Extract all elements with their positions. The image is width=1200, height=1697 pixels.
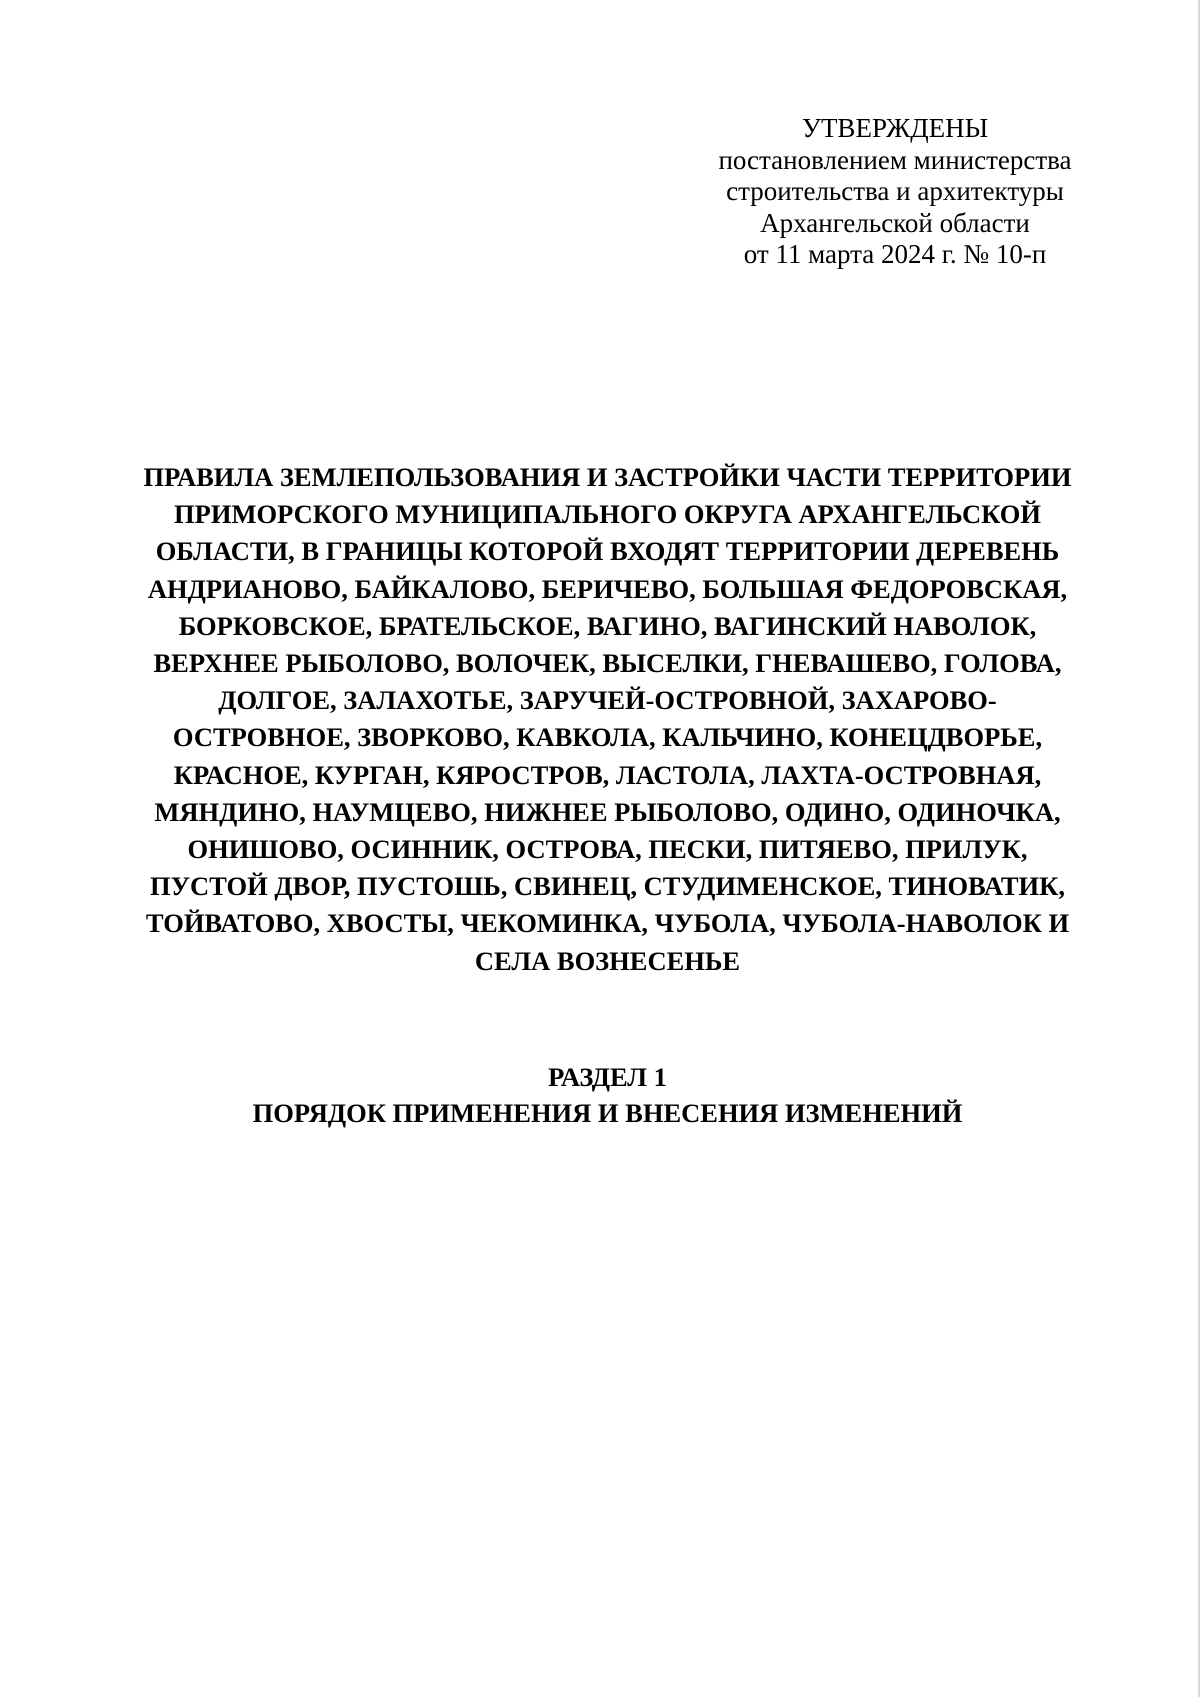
title-line: ОБЛАСТИ, В ГРАНИЦЫ КОТОРОЙ ВХОДЯТ ТЕРРИТОРИИ ДЕРЕВЕНЬ [155, 536, 1060, 567]
section-heading [100, 1059, 1115, 1131]
title-line: ПРИМОРСКОГО МУНИЦИПАЛЬНОГО ОКРУГА АРХАНГЕЛЬСКОЙ [174, 499, 1041, 530]
title-line: ТОЙВАТОВО, ХВОСТЫ, ЧЕКОМИНКА, ЧУБОЛА, ЧУБОЛА-НАВОЛОК И [145, 908, 1070, 939]
title-line: ОСТРОВНОЕ, ЗВОРКОВО, КАВКОЛА, КАЛЬЧИНО, КОНЕЦДВОРЬЕ, [172, 722, 1043, 753]
title-line: КРАСНОЕ, КУРГАН, КЯРОСТРОВ, ЛАСТОЛА, ЛАХТА-ОСТРОВНАЯ, [173, 759, 1042, 790]
approval-line: Архангельской области [760, 207, 1030, 238]
section-number: РАЗДЕЛ 1 [548, 1062, 667, 1092]
approval-line: постановлением министерства [718, 144, 1072, 175]
document-title [100, 459, 1115, 980]
title-line: ПУСТОЙ ДВОР, ПУСТОШЬ, СВИНЕЦ, СТУДИМЕНСКОЕ, ТИНОВАТИК, [149, 871, 1065, 902]
approval-heading: УТВЕРЖДЕНЫ [801, 113, 989, 143]
title-line: МЯНДИНО, НАУМЦЕВО, НИЖНЕЕ РЫБОЛОВО, ОДИНО, ОДИНОЧКА, [154, 796, 1061, 827]
title-line: АНДРИАНОВО, БАЙКАЛОВО, БЕРИЧЕВО, БОЛЬШАЯ ФЕДОРОВСКАЯ, [147, 573, 1068, 604]
title-line: БОРКОВСКОЕ, БРАТЕЛЬСКОЕ, ВАГИНО, ВАГИНСКИЙ НАВОЛОК, [178, 610, 1037, 641]
title-line: ВЕРХНЕЕ РЫБОЛОВО, ВОЛОЧЕК, ВЫСЕЛКИ, ГНЕВАШЕВО, ГОЛОВА, [153, 648, 1062, 679]
title-line: ПРАВИЛА ЗЕМЛЕПОЛЬЗОВАНИЯ И ЗАСТРОЙКИ ЧАСТИ ТЕРРИТОРИИ [143, 462, 1072, 492]
title-line: ДОЛГОЕ, ЗАЛАХОТЬЕ, ЗАРУЧЕЙ-ОСТРОВНОЙ, ЗАХАРОВО- [218, 685, 997, 716]
title-line: СЕЛА ВОЗНЕСЕНЬЕ [474, 945, 741, 976]
section-name: ПОРЯДОК ПРИМЕНЕНИЯ И ВНЕСЕНИЯ ИЗМЕНЕНИЙ [252, 1098, 963, 1128]
title-line: ОНИШОВО, ОСИННИК, ОСТРОВА, ПЕСКИ, ПИТЯЕВО, ПРИЛУК, [187, 834, 1028, 865]
approval-line: строительства и архитектуры [726, 176, 1064, 206]
approval-stamp [690, 113, 1100, 271]
approval-date: от 11 марта 2024 г. № 10-п [743, 239, 1047, 269]
